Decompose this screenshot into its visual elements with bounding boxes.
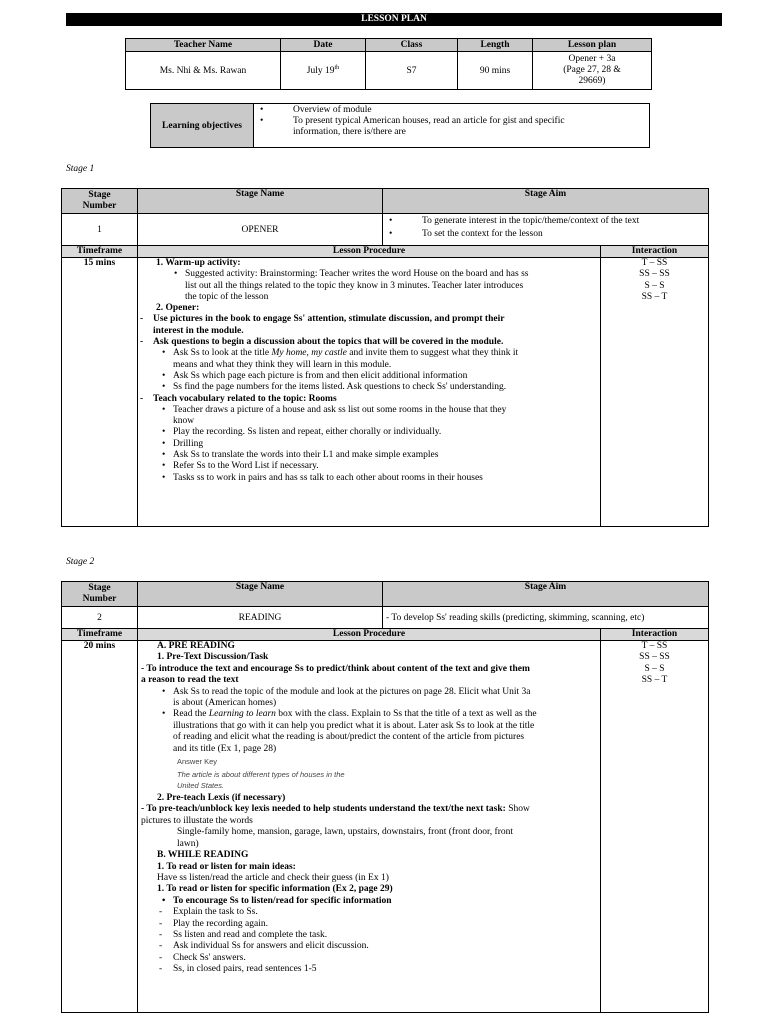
header-col-date: Date bbox=[281, 39, 366, 52]
answer-key-text: United States. bbox=[177, 781, 225, 791]
procedure-dash: - Check Ss' answers. bbox=[159, 953, 597, 964]
procedure-text: pictures to illustate the words bbox=[141, 815, 253, 826]
interaction-list: T – SS SS – SS S – S SS – T bbox=[601, 641, 709, 1013]
procedure-heading: 1. To read or listen for main ideas: bbox=[157, 861, 296, 872]
procedure-bullet: • Ask Ss which page each picture is from and then elicit additional information bbox=[159, 371, 597, 382]
objective-item: • To present typical American houses, read an article for gist and specific bbox=[257, 116, 646, 127]
procedure-bullet: • Ss find the page numbers for the items listed. Ask questions to check Ss' understanding. bbox=[159, 382, 597, 393]
stage-name-header: Stage Name bbox=[138, 189, 383, 214]
procedure-heading: 1. Pre-Text Discussion/Task bbox=[157, 652, 269, 663]
objectives-table bbox=[150, 103, 650, 148]
stage-2-label: Stage 2 bbox=[66, 557, 95, 567]
timeframe: 20 mins bbox=[62, 641, 138, 1013]
procedure-text: list out all the things related to the topic they know in 3 minutes. Teacher later introduces bbox=[185, 280, 524, 291]
procedure-text: means and what they think they will learn in this module. bbox=[173, 359, 392, 370]
procedure-text: illustrations that go with it can help you predict what it is about. Later ask Ss to look at the title bbox=[173, 720, 535, 731]
procedure-text: know bbox=[173, 416, 195, 427]
procedure-text: - To introduce the text and encourage Ss to predict/think about content of the text and give them bbox=[141, 663, 530, 674]
procedure-bullet: • Refer Ss to the Word List if necessary. bbox=[159, 461, 597, 472]
lesson-procedure bbox=[138, 641, 601, 1013]
stage-2-table bbox=[61, 581, 709, 1013]
stage-aim-header: Stage Aim bbox=[383, 582, 709, 607]
class-name: S7 bbox=[366, 52, 458, 90]
objective-item: • Overview of module bbox=[257, 105, 646, 116]
procedure-bullet: • Ask Ss to look at the title My home, my castle and invite them to suggest what they think it bbox=[159, 348, 597, 359]
procedure-dash: - Ss listen and read and complete the task. bbox=[159, 930, 597, 941]
procedure-bullet: • Play the recording. Ss listen and repeat, either chorally or individually. bbox=[159, 427, 597, 438]
stage-aim-item: • To generate interest in the topic/theme/context of the text bbox=[386, 215, 705, 228]
lesson-length: 90 mins bbox=[458, 52, 533, 90]
lesson-date: July 19th bbox=[281, 52, 366, 90]
stage-number-header: Stage Number bbox=[62, 582, 138, 607]
procedure-heading: A. PRE READING bbox=[157, 641, 235, 651]
procedure-heading: 1. Warm-up activity: bbox=[156, 258, 241, 268]
procedure-header: Lesson Procedure bbox=[138, 629, 601, 641]
stage-aim-header: Stage Aim bbox=[383, 189, 709, 214]
objective-item-cont: information, there is/there are bbox=[293, 127, 406, 137]
procedure-dash: - Use pictures in the book to engage Ss' attention, stimulate discussion, and prompt their bbox=[140, 314, 597, 325]
stage-aim: - To develop Ss' reading skills (predicting, skimming, scanning, etc) bbox=[383, 607, 709, 629]
procedure-heading: 1. To read or listen for specific information (Ex 2, page 29) bbox=[157, 884, 393, 895]
procedure-text: Single-family home, mansion, garage, lawn, upstairs, downstairs, front (front door, front bbox=[177, 827, 514, 838]
procedure-bullet: • Ask Ss to read the topic of the module and look at the pictures on page 28. Elicit what Unit 3a bbox=[159, 687, 597, 698]
procedure-bullet: • To encourage Ss to listen/read for specific information bbox=[159, 896, 597, 907]
stage-aims bbox=[383, 214, 709, 246]
procedure-dash: - Ask questions to begin a discussion about the topics that will be covered in the module. bbox=[140, 337, 597, 348]
stage-1-label: Stage 1 bbox=[66, 164, 95, 174]
stage-name: READING bbox=[138, 607, 383, 629]
stage-number: 1 bbox=[62, 214, 138, 246]
procedure-text: a reason to read the text bbox=[141, 675, 239, 686]
stage-number: 2 bbox=[62, 607, 138, 629]
procedure-text: interest in the module. bbox=[153, 325, 244, 336]
header-table bbox=[125, 38, 652, 90]
answer-key-text: The article is about different types of houses in the bbox=[177, 770, 345, 780]
lesson-procedure bbox=[138, 258, 601, 527]
procedure-text: Have ss listen/read the article and check their guess (in Ex 1) bbox=[157, 872, 389, 883]
procedure-text: is about (American homes) bbox=[173, 698, 277, 709]
interaction-header: Interaction bbox=[601, 629, 709, 641]
procedure-bullet: • Teacher draws a picture of a house and ask ss list out some rooms in the house that they bbox=[159, 405, 597, 416]
procedure-text: the topic of the lesson bbox=[185, 291, 269, 302]
procedure-bullet: • Ask Ss to translate the words into their L1 and make simple examples bbox=[159, 450, 597, 461]
procedure-bullet: • Drilling bbox=[159, 439, 597, 450]
procedure-text: - To pre-teach/unblock key lexis needed to help students understand the text/the next task: Show bbox=[141, 804, 530, 815]
interaction-list: T – SS SS – SS S – S SS – T bbox=[601, 258, 709, 527]
procedure-bullet: • Suggested activity: Brainstorming: Teacher writes the word House on the board and has ss bbox=[171, 269, 597, 280]
procedure-dash: - Ask individual Ss for answers and elicit discussion. bbox=[159, 941, 597, 952]
header-col-class: Class bbox=[366, 39, 458, 52]
timeframe-header: Timeframe bbox=[62, 629, 138, 641]
procedure-bullet: • Read the Learning to learn box with the class. Explain to Ss that the title of a text as well as the bbox=[159, 709, 597, 720]
stage-name: OPENER bbox=[138, 214, 383, 246]
procedure-text: and its title (Ex 1, page 28) bbox=[173, 743, 277, 754]
header-col-length: Length bbox=[458, 39, 533, 52]
lesson-plan-pages: Opener + 3a (Page 27, 28 & 29669) bbox=[533, 52, 652, 90]
procedure-text: lawn) bbox=[177, 838, 199, 849]
procedure-dash: - Play the recording again. bbox=[159, 919, 597, 930]
procedure-heading: B. WHILE READING bbox=[157, 850, 249, 861]
procedure-heading: 2. Pre-teach Lexis (if necessary) bbox=[157, 793, 286, 804]
answer-key bbox=[177, 756, 597, 791]
timeframe: 15 mins bbox=[62, 258, 138, 527]
procedure-heading: 2. Opener: bbox=[156, 303, 200, 314]
stage-name-header: Stage Name bbox=[138, 582, 383, 607]
stage-1-table bbox=[61, 188, 709, 527]
objectives-label: Learning objectives bbox=[151, 104, 254, 148]
procedure-dash: - Ss, in closed pairs, read sentences 1-5 bbox=[159, 964, 597, 975]
procedure-dash: - Teach vocabulary related to the topic: Rooms bbox=[140, 394, 597, 405]
objectives-list bbox=[254, 104, 650, 148]
procedure-text: of reading and elicit what the reading is about/predict the content of the article from pictures bbox=[173, 732, 525, 743]
header-col-lesson-plan: Lesson plan bbox=[533, 39, 652, 52]
stage-number-header: Stage Number bbox=[62, 189, 138, 214]
timeframe-header: Timeframe bbox=[62, 246, 138, 258]
procedure-dash: - Explain the task to Ss. bbox=[159, 907, 597, 918]
answer-key-label: Answer Key bbox=[177, 757, 218, 767]
header-col-teacher: Teacher Name bbox=[126, 39, 281, 52]
teacher-name: Ms. Nhi & Ms. Rawan bbox=[126, 52, 281, 90]
procedure-header: Lesson Procedure bbox=[138, 246, 601, 258]
stage-aim-item: • To set the context for the lesson bbox=[386, 228, 705, 241]
interaction-header: Interaction bbox=[601, 246, 709, 258]
procedure-bullet: • Tasks ss to work in pairs and has ss talk to each other about rooms in their houses bbox=[159, 473, 597, 484]
lesson-plan-title: LESSON PLAN bbox=[66, 13, 722, 26]
